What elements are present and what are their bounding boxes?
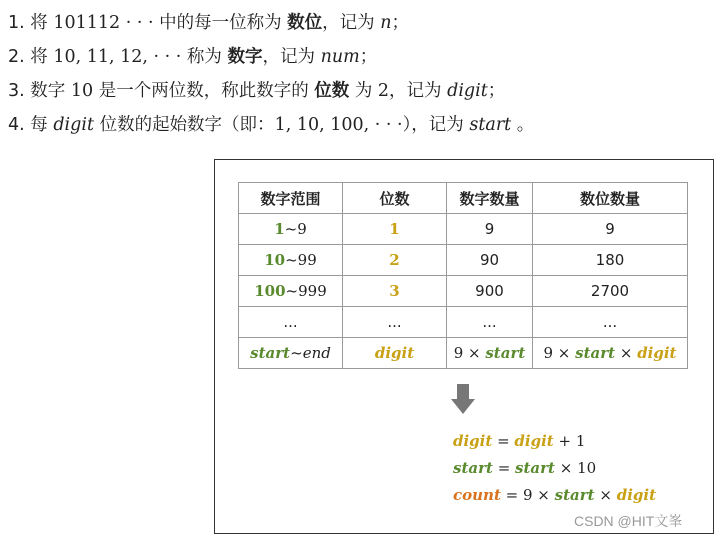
range-cell: ... [239, 307, 343, 338]
table-row-general [239, 338, 688, 369]
digit-count-cell: 180 [533, 245, 688, 276]
definition-1: 1. 将 101112 · · · 中的每一位称为 数位，记为 n； [8, 13, 410, 33]
definition-4: 4. 每 digit 位数的起始数字（即：1, 10, 100, · · ·），记为 start 。 [8, 115, 535, 135]
range-cell: 10~99 [239, 245, 343, 276]
range-cell: 1~9 [239, 214, 343, 245]
digits-cell: digit [343, 338, 447, 369]
watermark: CSDN @HIT文峯 [574, 513, 683, 529]
definition-3: 3. 数字 10 是一个两位数，称此数字的 位数 为 2，记为 digit； [8, 81, 506, 101]
down-arrow-icon [451, 384, 475, 416]
table-row [239, 276, 688, 307]
num-count-cell: 900 [447, 276, 533, 307]
digit-count-cell: ... [533, 307, 688, 338]
formula-expression: start = start × 10 [453, 459, 597, 477]
num-count-cell: 90 [447, 245, 533, 276]
digit-count-cell: 9 [533, 214, 688, 245]
header-range: 数字范围 [239, 183, 343, 214]
range-cell: start~end [239, 338, 343, 369]
definition-2: 2. 将 10, 11, 12, · · · 称为 数字，记为 num； [8, 47, 378, 67]
digits-cell: 3 [343, 276, 447, 307]
range-cell: 100~999 [239, 276, 343, 307]
header-digits: 位数 [343, 183, 447, 214]
formula-expression: digit = digit + 1 [453, 432, 586, 450]
num-count-cell: 9 [447, 214, 533, 245]
figure-panel [214, 159, 714, 534]
table-row [239, 214, 688, 245]
definitions-list [8, 6, 723, 142]
table-header-row [239, 183, 688, 214]
digits-cell: 1 [343, 214, 447, 245]
formula-expression: count = 9 × start × digit [453, 486, 657, 504]
digit-range-table [238, 182, 688, 369]
num-count-cell: 9 × start [447, 338, 533, 369]
digit-count-cell: 9 × start × digit [533, 338, 688, 369]
num-count-cell: ... [447, 307, 533, 338]
header-digit-count: 数位数量 [533, 183, 688, 214]
header-num-count: 数字数量 [447, 183, 533, 214]
table-row [239, 307, 688, 338]
table-row [239, 245, 688, 276]
digits-cell: 2 [343, 245, 447, 276]
digit-count-cell: 2700 [533, 276, 688, 307]
digits-cell: ... [343, 307, 447, 338]
